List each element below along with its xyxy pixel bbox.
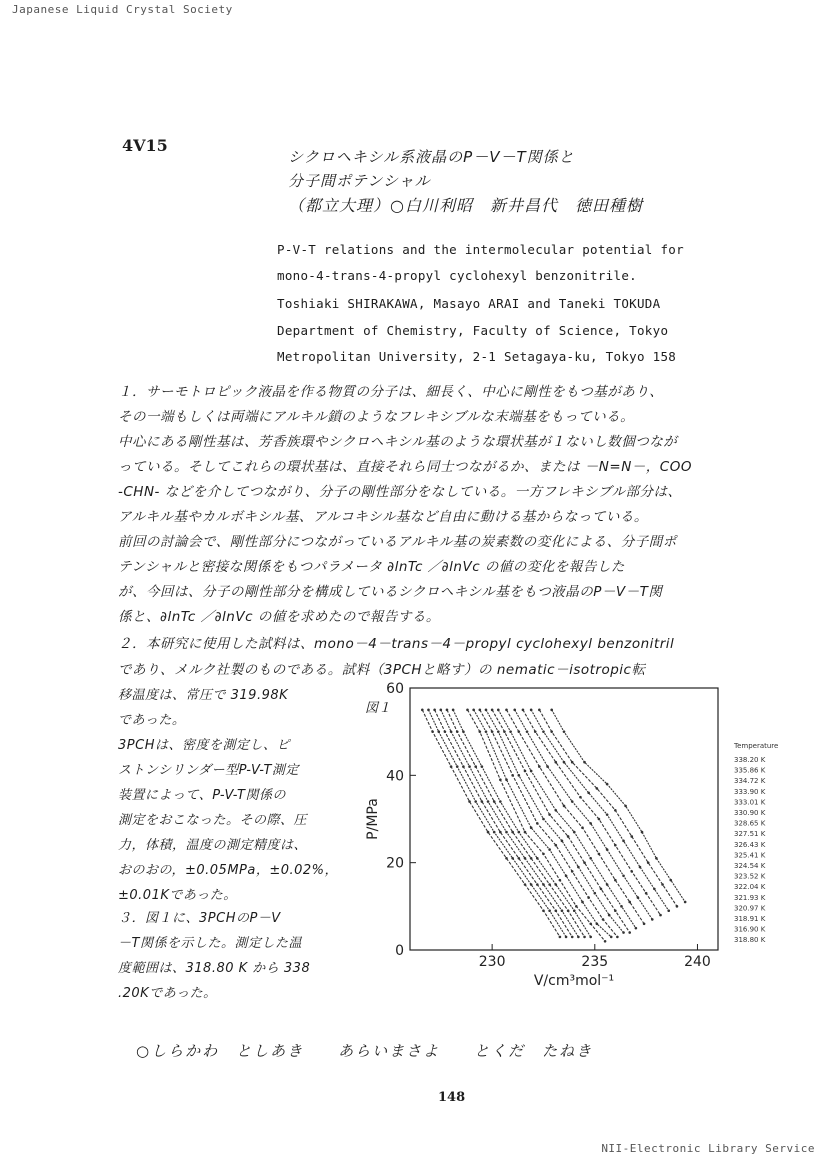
data-point: [485, 709, 488, 712]
data-point: [606, 813, 609, 816]
data-point: [481, 765, 484, 768]
data-point: [598, 853, 601, 856]
side-text-line: であった。: [118, 713, 186, 728]
y-tick-label: 40: [386, 768, 404, 785]
side-text-line: 移温度は、常圧で 319.98K: [118, 688, 289, 703]
data-point: [437, 730, 440, 733]
data-point: [538, 765, 541, 768]
department-en: Department of Chemistry, Faculty of Science, Tokyo: [277, 323, 669, 338]
data-point: [538, 709, 541, 712]
data-point: [651, 918, 654, 921]
data-point: [542, 883, 545, 886]
data-point: [548, 848, 551, 851]
data-point: [530, 857, 533, 860]
side-text-line: －T関係を示した。測定した温: [118, 936, 302, 951]
y-tick-label: 60: [386, 681, 404, 697]
legend-entry: 318.80 K: [734, 936, 766, 945]
address-en: Metropolitan University, 2-1 Setagaya-ku, Tokyo 158: [277, 349, 677, 364]
x-tick-label: 240: [684, 954, 711, 970]
data-point: [487, 800, 490, 803]
sample-line: ２．本研究に使用した試料は、mono－4－trans－4－propyl cyclohexyl benzonitril: [118, 636, 675, 652]
legend-entry: 320.97 K: [734, 904, 766, 913]
legend-entry: 328.65 K: [734, 819, 766, 828]
data-point: [456, 765, 459, 768]
data-point: [468, 765, 471, 768]
data-point: [616, 936, 619, 939]
data-point: [468, 800, 471, 803]
intro-line: 係と、∂lnTc ／∂lnVc の値を求めたので報告する。: [118, 609, 440, 625]
data-point: [427, 709, 430, 712]
data-point: [559, 936, 562, 939]
legend-entry: 324.54 K: [734, 862, 766, 870]
sample-line: であり、メルク社製のものである。試料（3PCHと略す）の nematic－isotropic転: [118, 662, 646, 678]
data-point: [573, 909, 576, 912]
data-point: [565, 874, 568, 877]
page-number: 148: [438, 1090, 466, 1105]
data-point: [589, 923, 592, 926]
data-point: [479, 730, 482, 733]
x-tick-label: 230: [478, 954, 506, 970]
data-point: [594, 892, 597, 895]
data-point: [589, 822, 592, 825]
title-en-line: mono-4-trans-4-propyl cyclohexyl benzonitrile.: [277, 268, 637, 283]
plot-frame: [410, 688, 718, 950]
data-point: [497, 709, 500, 712]
data-point: [421, 709, 424, 712]
data-point: [563, 730, 566, 733]
data-point: [571, 761, 574, 764]
intro-line: その一端もしくは両端にアルキル鎖のようなフレキシブルな末端基をもっている。: [118, 409, 635, 425]
data-point: [491, 709, 494, 712]
series-line: [515, 710, 653, 920]
title-jp-line-1: シクロヘキシル系液晶のP－V－T関係と: [288, 148, 575, 166]
data-point: [450, 730, 453, 733]
series-line: [498, 710, 636, 928]
data-point: [653, 888, 656, 891]
data-point: [571, 870, 574, 873]
legend-title: Temperature: [734, 742, 779, 750]
side-text-line: ストンシリンダー型P-V-T測定: [118, 763, 299, 778]
data-point: [637, 896, 640, 899]
data-point: [524, 883, 527, 886]
legend-entry: 334.72 K: [734, 777, 766, 786]
data-point: [628, 901, 631, 904]
legend-entry: 333.90 K: [734, 787, 766, 796]
legend-entry: 338.20 K: [734, 756, 766, 764]
data-point: [505, 831, 508, 834]
legend-entry: 322.04 K: [734, 883, 766, 892]
series-line: [507, 710, 645, 924]
data-point: [462, 730, 465, 733]
data-point: [643, 923, 646, 926]
data-point: [524, 857, 527, 860]
data-point: [639, 866, 642, 869]
data-point: [474, 800, 477, 803]
intro-line: っている。そしてこれらの環状基は、直接それら同士つながるか、または －N=N－，COO: [118, 459, 692, 475]
data-point: [554, 809, 557, 812]
data-point: [645, 892, 648, 895]
title-jp-line-2: 分子間ポテンシャル: [288, 172, 431, 190]
side-text-line: .20Kであった。: [118, 986, 217, 1001]
data-point: [583, 936, 586, 939]
side-text-line: 装置によって、P-V-T関係の: [118, 788, 286, 803]
data-point: [614, 909, 617, 912]
data-point: [554, 844, 557, 847]
data-point: [630, 870, 633, 873]
data-point: [497, 730, 500, 733]
data-point: [554, 761, 557, 764]
data-point: [567, 835, 570, 838]
data-point: [530, 883, 533, 886]
data-point: [474, 765, 477, 768]
data-point: [505, 778, 508, 781]
data-point: [509, 730, 512, 733]
series-line: [523, 710, 661, 915]
data-point: [550, 730, 553, 733]
legend-entry: 335.86 K: [734, 766, 766, 775]
data-point: [546, 765, 549, 768]
data-point: [622, 874, 625, 877]
data-point: [628, 931, 631, 934]
data-point: [518, 774, 521, 777]
intro-line: 前回の討論会で、剛性部分につながっているアルキル基の炭素数の変化による、分子間ポ: [118, 534, 677, 550]
data-point: [630, 835, 633, 838]
data-point: [518, 730, 521, 733]
data-point: [518, 857, 521, 860]
legend-entry: 321.93 K: [734, 893, 766, 902]
data-point: [577, 936, 580, 939]
figure-label: 図１: [365, 701, 392, 716]
data-point: [530, 770, 533, 773]
data-point: [589, 936, 592, 939]
data-point: [600, 888, 603, 891]
data-point: [450, 765, 453, 768]
data-point: [583, 861, 586, 864]
data-point: [614, 844, 617, 847]
side-text-line: 測定をおこなった。その際、圧: [118, 813, 308, 828]
data-point: [610, 936, 613, 939]
data-point: [472, 709, 475, 712]
paper-code: 4V15: [122, 136, 168, 155]
data-point: [536, 857, 539, 860]
legend-entry: 333.01 K: [734, 798, 766, 807]
data-point: [550, 709, 553, 712]
data-point: [542, 853, 545, 856]
side-text-line: ３．図１に、3PCHのP－V: [118, 911, 281, 926]
y-tick-label: 20: [386, 855, 404, 872]
y-tick-label: 0: [395, 943, 404, 959]
affiliation-authors-jp: （都立大理）○白川利昭 新井昌代 徳田種樹: [288, 196, 643, 215]
legend-entry: 330.90 K: [734, 809, 766, 817]
data-point: [614, 809, 617, 812]
data-point: [513, 709, 516, 712]
data-point: [536, 822, 539, 825]
data-point: [620, 905, 623, 908]
data-point: [581, 826, 584, 829]
data-point: [493, 831, 496, 834]
data-point: [493, 800, 496, 803]
side-text-line: 度範囲は、318.80 K から 338: [118, 961, 311, 976]
data-point: [561, 909, 564, 912]
side-text-line: 3PCHは、密度を測定し、ピ: [118, 738, 290, 753]
data-point: [587, 792, 590, 795]
library-footer: NII-Electronic Library Service: [601, 1142, 815, 1155]
society-header: Japanese Liquid Crystal Society: [12, 3, 233, 16]
data-point: [573, 831, 576, 834]
data-point: [598, 818, 601, 821]
series-line: [486, 710, 624, 933]
series-line: [468, 710, 606, 942]
data-point: [518, 831, 521, 834]
data-point: [583, 761, 586, 764]
data-point: [624, 805, 627, 808]
data-point: [554, 909, 557, 912]
x-tick-label: 235: [581, 954, 609, 970]
data-point: [579, 796, 582, 799]
chart-series-group: [421, 709, 686, 943]
data-point: [534, 730, 537, 733]
data-point: [440, 709, 443, 712]
data-point: [479, 709, 482, 712]
series-line: [480, 710, 618, 937]
series-line: [422, 710, 560, 937]
legend-entry: 318.91 K: [734, 915, 766, 923]
data-point: [659, 914, 662, 917]
data-point: [499, 800, 502, 803]
legend-entry: 325.41 K: [734, 851, 766, 860]
series-line: [539, 710, 677, 907]
data-point: [487, 831, 490, 834]
intro-line: が、今回は、分子の剛性部分を構成しているシクロヘキシル基をもつ液晶のP－V－T関: [118, 584, 663, 600]
data-point: [606, 883, 609, 886]
data-point: [602, 918, 605, 921]
chart-axes: [365, 681, 718, 989]
title-en-line: P-V-T relations and the intermolecular potential for: [277, 242, 684, 257]
legend-entry: 323.52 K: [734, 872, 766, 881]
data-point: [444, 730, 447, 733]
data-point: [524, 770, 527, 773]
data-point: [669, 879, 672, 882]
legend-entry: 327.51 K: [734, 830, 766, 839]
data-point: [452, 709, 455, 712]
data-point: [667, 909, 670, 912]
data-point: [522, 709, 525, 712]
data-point: [530, 826, 533, 829]
data-point: [577, 866, 580, 869]
data-point: [542, 909, 545, 912]
intro-line: -CHN- などを介してつながり、分子の剛性部分をなしている。一方フレキシブル部分は、: [118, 484, 682, 500]
data-point: [655, 857, 658, 860]
legend-entry: 326.43 K: [734, 840, 766, 849]
data-point: [548, 909, 551, 912]
data-point: [614, 879, 617, 882]
data-point: [503, 730, 506, 733]
data-point: [571, 936, 574, 939]
data-point: [608, 914, 611, 917]
legend-entry: 316.90 K: [734, 925, 766, 934]
data-point: [505, 709, 508, 712]
series-line: [492, 710, 630, 933]
data-point: [548, 813, 551, 816]
side-text-line: ±0.01Kであった。: [118, 888, 237, 903]
data-point: [542, 730, 545, 733]
authors-en: Toshiaki SHIRAKAWA, Masayo ARAI and Taneki TOKUDA: [277, 296, 661, 311]
series-line: [474, 710, 612, 937]
series-line: [429, 710, 567, 937]
data-point: [661, 883, 664, 886]
series-line: [531, 710, 669, 911]
series-line: [552, 710, 685, 902]
data-point: [511, 831, 514, 834]
series-line: [447, 710, 585, 937]
data-point: [499, 778, 502, 781]
data-point: [647, 861, 650, 864]
x-axis-label: V/cm³mol⁻¹: [533, 973, 615, 989]
data-point: [548, 883, 551, 886]
intro-line: テンシャルと密接な関係をもつパラメータ ∂lnTc ／∂lnVc の値の変化を報告した: [118, 559, 625, 575]
y-axis-label: P/MPa: [365, 798, 381, 840]
data-point: [565, 936, 568, 939]
data-point: [536, 883, 539, 886]
data-point: [563, 761, 566, 764]
data-point: [542, 818, 545, 821]
data-point: [606, 783, 609, 786]
side-text-line: 力，体積，温度の測定精度は、: [118, 838, 308, 853]
data-point: [596, 787, 599, 790]
data-point: [622, 840, 625, 843]
data-point: [684, 901, 687, 904]
chart-legend: [733, 742, 778, 944]
data-point: [589, 857, 592, 860]
data-point: [604, 940, 607, 943]
series-line: [435, 710, 573, 937]
data-point: [622, 931, 625, 934]
data-point: [559, 879, 562, 882]
data-point: [561, 840, 564, 843]
data-point: [466, 709, 469, 712]
data-point: [433, 709, 436, 712]
data-point: [456, 730, 459, 733]
data-point: [581, 901, 584, 904]
data-point: [606, 848, 609, 851]
intro-line: アルキル基やカルボキシル基、アルコキシル基など自由に動ける基からなっている。: [118, 509, 648, 525]
series-line: [453, 710, 591, 937]
data-point: [641, 831, 644, 834]
intro-line: １．サーモトロピック液晶を作る物質の分子は、細長く、中心に剛性をもつ基があり、: [118, 384, 664, 400]
data-point: [530, 709, 533, 712]
data-point: [524, 831, 527, 834]
side-text-line: おのおの，±0.05MPa，±0.02%，: [118, 863, 339, 878]
data-point: [511, 857, 514, 860]
data-point: [491, 730, 494, 733]
data-point: [567, 909, 570, 912]
data-point: [563, 805, 566, 808]
data-point: [446, 709, 449, 712]
data-point: [505, 857, 508, 860]
data-point: [676, 905, 679, 908]
data-point: [554, 883, 557, 886]
data-point: [431, 730, 434, 733]
data-point: [481, 800, 484, 803]
data-point: [462, 765, 465, 768]
kana-names: ○しらかわ としあき あらいまさよ とくだ たねき: [136, 1042, 594, 1060]
data-point: [635, 927, 638, 930]
data-point: [485, 730, 488, 733]
series-line: [441, 710, 579, 937]
data-point: [511, 774, 514, 777]
intro-line: 中心にある剛性基は、芳香族環やシクロヘキシル基のような環状基が１ないし数個つなが: [118, 434, 678, 450]
data-point: [596, 923, 599, 926]
data-point: [526, 730, 529, 733]
data-point: [499, 831, 502, 834]
data-point: [587, 896, 590, 899]
data-point: [575, 905, 578, 908]
data-point: [571, 800, 574, 803]
